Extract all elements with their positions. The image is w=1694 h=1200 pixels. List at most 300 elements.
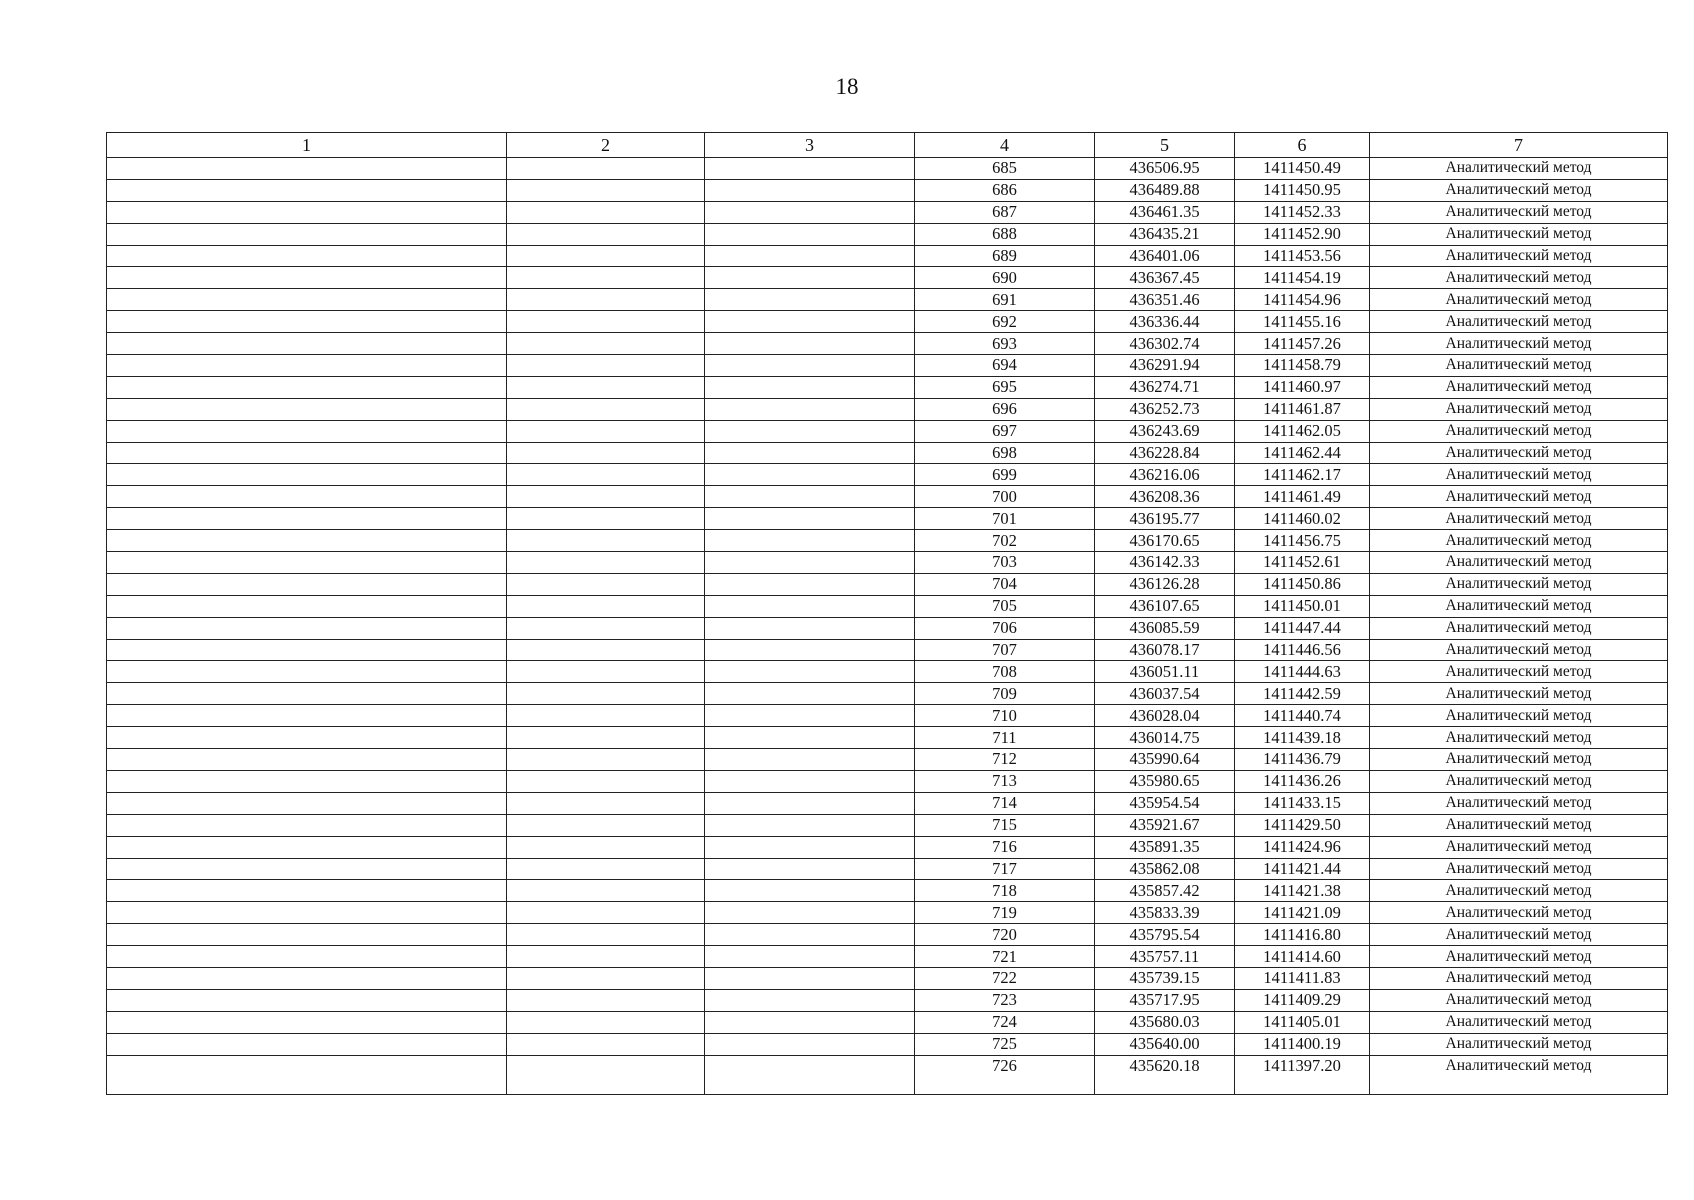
cell-method: Аналитический метод: [1370, 245, 1668, 267]
cell-method: Аналитический метод: [1370, 311, 1668, 333]
cell-method: Аналитический метод: [1370, 573, 1668, 595]
table-row: [107, 639, 1668, 661]
table-row: [107, 946, 1668, 968]
cell-coord-y: 1411400.19: [1235, 1033, 1370, 1055]
table-row: [107, 705, 1668, 727]
cell-method: Аналитический метод: [1370, 595, 1668, 617]
table-row: [107, 902, 1668, 924]
cell-col-1: [107, 902, 507, 924]
cell-coord-y: 1411450.01: [1235, 595, 1370, 617]
cell-col-3: [705, 201, 915, 223]
table-row: [107, 792, 1668, 814]
header-row: [107, 133, 1668, 158]
cell-point-number: 713: [915, 770, 1095, 792]
cell-coord-y: 1411440.74: [1235, 705, 1370, 727]
column-header-6: 6: [1235, 133, 1370, 158]
cell-col-1: [107, 946, 507, 968]
cell-point-number: 694: [915, 355, 1095, 377]
cell-col-2: [507, 442, 705, 464]
table-row: [107, 201, 1668, 223]
cell-coord-y: 1411421.38: [1235, 880, 1370, 902]
cell-point-number: 726: [915, 1055, 1095, 1094]
cell-col-3: [705, 179, 915, 201]
cell-col-2: [507, 267, 705, 289]
cell-col-2: [507, 201, 705, 223]
cell-coord-x: 436435.21: [1095, 223, 1235, 245]
cell-coord-y: 1411433.15: [1235, 792, 1370, 814]
cell-col-2: [507, 245, 705, 267]
cell-col-1: [107, 442, 507, 464]
cell-coord-x: 435980.65: [1095, 770, 1235, 792]
cell-method: Аналитический метод: [1370, 814, 1668, 836]
table-row: [107, 552, 1668, 574]
cell-coord-y: 1411450.86: [1235, 573, 1370, 595]
cell-method: Аналитический метод: [1370, 158, 1668, 180]
cell-col-3: [705, 858, 915, 880]
cell-col-1: [107, 814, 507, 836]
cell-method: Аналитический метод: [1370, 946, 1668, 968]
table-row: [107, 1033, 1668, 1055]
cell-col-1: [107, 1033, 507, 1055]
cell-point-number: 709: [915, 683, 1095, 705]
cell-coord-y: 1411462.17: [1235, 464, 1370, 486]
table-row: [107, 661, 1668, 683]
cell-col-2: [507, 1011, 705, 1033]
column-header-5: 5: [1095, 133, 1235, 158]
column-header-7: 7: [1370, 133, 1668, 158]
cell-col-1: [107, 573, 507, 595]
cell-method: Аналитический метод: [1370, 223, 1668, 245]
cell-method: Аналитический метод: [1370, 486, 1668, 508]
cell-col-3: [705, 223, 915, 245]
cell-coord-x: 436489.88: [1095, 179, 1235, 201]
cell-point-number: 716: [915, 836, 1095, 858]
cell-col-2: [507, 792, 705, 814]
cell-point-number: 705: [915, 595, 1095, 617]
cell-coord-x: 436085.59: [1095, 617, 1235, 639]
cell-col-2: [507, 880, 705, 902]
cell-method: Аналитический метод: [1370, 705, 1668, 727]
cell-method: Аналитический метод: [1370, 902, 1668, 924]
cell-col-3: [705, 924, 915, 946]
cell-col-3: [705, 158, 915, 180]
cell-col-2: [507, 946, 705, 968]
cell-col-1: [107, 1011, 507, 1033]
cell-col-2: [507, 464, 705, 486]
cell-point-number: 695: [915, 376, 1095, 398]
cell-coord-x: 436014.75: [1095, 727, 1235, 749]
cell-coord-x: 436506.95: [1095, 158, 1235, 180]
cell-point-number: 704: [915, 573, 1095, 595]
cell-coord-y: 1411411.83: [1235, 967, 1370, 989]
table-row: [107, 858, 1668, 880]
table-row: [107, 989, 1668, 1011]
cell-point-number: 691: [915, 289, 1095, 311]
cell-col-1: [107, 1055, 507, 1094]
cell-method: Аналитический метод: [1370, 683, 1668, 705]
cell-method: Аналитический метод: [1370, 924, 1668, 946]
table-row: [107, 1055, 1668, 1094]
cell-col-1: [107, 530, 507, 552]
cell-coord-y: 1411436.26: [1235, 770, 1370, 792]
cell-coord-x: 435640.00: [1095, 1033, 1235, 1055]
cell-col-2: [507, 1033, 705, 1055]
cell-col-2: [507, 508, 705, 530]
cell-coord-x: 436302.74: [1095, 333, 1235, 355]
cell-method: Аналитический метод: [1370, 792, 1668, 814]
cell-col-3: [705, 398, 915, 420]
cell-col-1: [107, 836, 507, 858]
table-row: [107, 486, 1668, 508]
cell-point-number: 723: [915, 989, 1095, 1011]
cell-col-3: [705, 486, 915, 508]
cell-coord-y: 1411447.44: [1235, 617, 1370, 639]
cell-coord-y: 1411414.60: [1235, 946, 1370, 968]
cell-method: Аналитический метод: [1370, 1055, 1668, 1094]
cell-col-3: [705, 355, 915, 377]
table-row: [107, 814, 1668, 836]
cell-coord-x: 436351.46: [1095, 289, 1235, 311]
cell-coord-x: 436078.17: [1095, 639, 1235, 661]
cell-coord-y: 1411450.49: [1235, 158, 1370, 180]
column-header-3: 3: [705, 133, 915, 158]
cell-coord-x: 436252.73: [1095, 398, 1235, 420]
cell-coord-x: 435833.39: [1095, 902, 1235, 924]
cell-point-number: 724: [915, 1011, 1095, 1033]
cell-col-1: [107, 398, 507, 420]
cell-point-number: 708: [915, 661, 1095, 683]
cell-coord-y: 1411450.95: [1235, 179, 1370, 201]
cell-col-2: [507, 989, 705, 1011]
cell-col-3: [705, 333, 915, 355]
table-row: [107, 398, 1668, 420]
cell-coord-y: 1411452.33: [1235, 201, 1370, 223]
cell-coord-x: 435680.03: [1095, 1011, 1235, 1033]
table-row: [107, 355, 1668, 377]
cell-coord-y: 1411442.59: [1235, 683, 1370, 705]
cell-point-number: 721: [915, 946, 1095, 968]
cell-coord-x: 436195.77: [1095, 508, 1235, 530]
cell-col-3: [705, 617, 915, 639]
cell-point-number: 711: [915, 727, 1095, 749]
cell-point-number: 688: [915, 223, 1095, 245]
cell-method: Аналитический метод: [1370, 749, 1668, 771]
table-row: [107, 245, 1668, 267]
cell-coord-x: 436216.06: [1095, 464, 1235, 486]
cell-col-2: [507, 1055, 705, 1094]
cell-point-number: 707: [915, 639, 1095, 661]
cell-col-2: [507, 814, 705, 836]
cell-method: Аналитический метод: [1370, 333, 1668, 355]
cell-method: Аналитический метод: [1370, 617, 1668, 639]
cell-method: Аналитический метод: [1370, 267, 1668, 289]
table-row: [107, 508, 1668, 530]
cell-coord-y: 1411461.87: [1235, 398, 1370, 420]
cell-point-number: 697: [915, 420, 1095, 442]
cell-point-number: 722: [915, 967, 1095, 989]
table-row: [107, 179, 1668, 201]
cell-method: Аналитический метод: [1370, 727, 1668, 749]
cell-col-3: [705, 267, 915, 289]
cell-col-1: [107, 267, 507, 289]
cell-col-1: [107, 158, 507, 180]
cell-coord-x: 435990.64: [1095, 749, 1235, 771]
cell-coord-y: 1411453.56: [1235, 245, 1370, 267]
cell-coord-y: 1411457.26: [1235, 333, 1370, 355]
table-row: [107, 967, 1668, 989]
cell-col-1: [107, 376, 507, 398]
cell-point-number: 717: [915, 858, 1095, 880]
cell-col-2: [507, 617, 705, 639]
cell-coord-x: 436208.36: [1095, 486, 1235, 508]
cell-coord-y: 1411409.29: [1235, 989, 1370, 1011]
cell-col-1: [107, 639, 507, 661]
cell-col-1: [107, 333, 507, 355]
cell-col-3: [705, 1033, 915, 1055]
cell-coord-y: 1411456.75: [1235, 530, 1370, 552]
cell-point-number: 715: [915, 814, 1095, 836]
table-row: [107, 289, 1668, 311]
table-row: [107, 464, 1668, 486]
cell-point-number: 710: [915, 705, 1095, 727]
cell-col-3: [705, 376, 915, 398]
cell-point-number: 687: [915, 201, 1095, 223]
cell-col-1: [107, 508, 507, 530]
cell-point-number: 720: [915, 924, 1095, 946]
table-row: [107, 333, 1668, 355]
table-row: [107, 617, 1668, 639]
cell-method: Аналитический метод: [1370, 1011, 1668, 1033]
cell-coord-y: 1411421.44: [1235, 858, 1370, 880]
cell-col-2: [507, 683, 705, 705]
table-body: [107, 158, 1668, 1095]
cell-coord-x: 435717.95: [1095, 989, 1235, 1011]
cell-coord-y: 1411454.19: [1235, 267, 1370, 289]
cell-method: Аналитический метод: [1370, 398, 1668, 420]
cell-col-2: [507, 311, 705, 333]
cell-col-2: [507, 573, 705, 595]
cell-col-2: [507, 486, 705, 508]
cell-coord-x: 436170.65: [1095, 530, 1235, 552]
table-row: [107, 749, 1668, 771]
table-row: [107, 1011, 1668, 1033]
cell-col-2: [507, 158, 705, 180]
cell-col-1: [107, 201, 507, 223]
table-row: [107, 727, 1668, 749]
cell-col-2: [507, 770, 705, 792]
page-number: 18: [835, 74, 859, 99]
cell-point-number: 702: [915, 530, 1095, 552]
cell-method: Аналитический метод: [1370, 989, 1668, 1011]
cell-col-2: [507, 530, 705, 552]
cell-method: Аналитический метод: [1370, 858, 1668, 880]
cell-col-1: [107, 880, 507, 902]
table-row: [107, 770, 1668, 792]
cell-point-number: 692: [915, 311, 1095, 333]
cell-point-number: 690: [915, 267, 1095, 289]
cell-point-number: 700: [915, 486, 1095, 508]
cell-col-1: [107, 924, 507, 946]
cell-col-1: [107, 705, 507, 727]
cell-col-1: [107, 749, 507, 771]
cell-col-3: [705, 967, 915, 989]
cell-col-3: [705, 946, 915, 968]
cell-coord-x: 436401.06: [1095, 245, 1235, 267]
cell-point-number: 698: [915, 442, 1095, 464]
cell-coord-x: 435862.08: [1095, 858, 1235, 880]
cell-col-2: [507, 902, 705, 924]
cell-col-1: [107, 223, 507, 245]
cell-point-number: 693: [915, 333, 1095, 355]
cell-coord-y: 1411416.80: [1235, 924, 1370, 946]
cell-method: Аналитический метод: [1370, 179, 1668, 201]
cell-coord-x: 435921.67: [1095, 814, 1235, 836]
cell-col-3: [705, 727, 915, 749]
cell-coord-x: 436243.69: [1095, 420, 1235, 442]
cell-col-1: [107, 311, 507, 333]
cell-coord-y: 1411455.16: [1235, 311, 1370, 333]
cell-col-2: [507, 398, 705, 420]
cell-method: Аналитический метод: [1370, 289, 1668, 311]
cell-col-2: [507, 289, 705, 311]
cell-col-1: [107, 289, 507, 311]
cell-method: Аналитический метод: [1370, 552, 1668, 574]
table-row: [107, 573, 1668, 595]
cell-col-2: [507, 836, 705, 858]
cell-coord-y: 1411446.56: [1235, 639, 1370, 661]
cell-coord-y: 1411462.44: [1235, 442, 1370, 464]
cell-col-1: [107, 355, 507, 377]
cell-method: Аналитический метод: [1370, 770, 1668, 792]
cell-col-1: [107, 179, 507, 201]
cell-col-1: [107, 617, 507, 639]
cell-col-2: [507, 595, 705, 617]
table-row: [107, 223, 1668, 245]
cell-col-3: [705, 311, 915, 333]
cell-col-3: [705, 749, 915, 771]
cell-col-1: [107, 595, 507, 617]
cell-coord-x: 436228.84: [1095, 442, 1235, 464]
cell-coord-x: 435795.54: [1095, 924, 1235, 946]
table-row: [107, 442, 1668, 464]
cell-coord-x: 435857.42: [1095, 880, 1235, 902]
cell-coord-y: 1411421.09: [1235, 902, 1370, 924]
cell-col-3: [705, 530, 915, 552]
cell-point-number: 701: [915, 508, 1095, 530]
cell-col-1: [107, 683, 507, 705]
coordinates-table: [106, 132, 1668, 1095]
cell-coord-y: 1411436.79: [1235, 749, 1370, 771]
cell-coord-y: 1411461.49: [1235, 486, 1370, 508]
cell-coord-y: 1411444.63: [1235, 661, 1370, 683]
cell-point-number: 699: [915, 464, 1095, 486]
cell-col-1: [107, 661, 507, 683]
table-row: [107, 683, 1668, 705]
cell-method: Аналитический метод: [1370, 376, 1668, 398]
cell-col-1: [107, 792, 507, 814]
cell-point-number: 685: [915, 158, 1095, 180]
cell-col-3: [705, 705, 915, 727]
cell-col-3: [705, 770, 915, 792]
cell-coord-x: 436461.35: [1095, 201, 1235, 223]
cell-point-number: 725: [915, 1033, 1095, 1055]
cell-coord-y: 1411429.50: [1235, 814, 1370, 836]
table-row: [107, 420, 1668, 442]
cell-col-2: [507, 705, 705, 727]
cell-method: Аналитический метод: [1370, 1033, 1668, 1055]
cell-method: Аналитический метод: [1370, 201, 1668, 223]
cell-col-1: [107, 989, 507, 1011]
cell-col-2: [507, 749, 705, 771]
table-row: [107, 924, 1668, 946]
cell-coord-y: 1411454.96: [1235, 289, 1370, 311]
cell-coord-y: 1411462.05: [1235, 420, 1370, 442]
cell-method: Аналитический метод: [1370, 508, 1668, 530]
cell-coord-y: 1411424.96: [1235, 836, 1370, 858]
cell-coord-x: 435620.18: [1095, 1055, 1235, 1094]
cell-method: Аналитический метод: [1370, 661, 1668, 683]
cell-col-2: [507, 727, 705, 749]
cell-coord-x: 436037.54: [1095, 683, 1235, 705]
cell-col-3: [705, 595, 915, 617]
cell-col-2: [507, 376, 705, 398]
cell-coord-x: 436126.28: [1095, 573, 1235, 595]
cell-col-3: [705, 792, 915, 814]
cell-method: Аналитический метод: [1370, 836, 1668, 858]
cell-coord-x: 435891.35: [1095, 836, 1235, 858]
cell-col-3: [705, 880, 915, 902]
table-row: [107, 595, 1668, 617]
cell-method: Аналитический метод: [1370, 355, 1668, 377]
cell-col-2: [507, 639, 705, 661]
cell-col-2: [507, 967, 705, 989]
table-row: [107, 836, 1668, 858]
cell-col-3: [705, 464, 915, 486]
cell-coord-y: 1411460.02: [1235, 508, 1370, 530]
cell-coord-y: 1411452.90: [1235, 223, 1370, 245]
cell-col-2: [507, 661, 705, 683]
cell-coord-x: 436367.45: [1095, 267, 1235, 289]
cell-coord-y: 1411452.61: [1235, 552, 1370, 574]
cell-coord-y: 1411405.01: [1235, 1011, 1370, 1033]
cell-coord-y: 1411460.97: [1235, 376, 1370, 398]
cell-col-3: [705, 661, 915, 683]
cell-col-2: [507, 924, 705, 946]
column-header-2: 2: [507, 133, 705, 158]
cell-point-number: 696: [915, 398, 1095, 420]
cell-point-number: 719: [915, 902, 1095, 924]
cell-col-1: [107, 486, 507, 508]
cell-coord-x: 436336.44: [1095, 311, 1235, 333]
cell-coord-x: 436028.04: [1095, 705, 1235, 727]
column-header-4: 4: [915, 133, 1095, 158]
cell-col-3: [705, 1055, 915, 1094]
cell-method: Аналитический метод: [1370, 530, 1668, 552]
cell-coord-y: 1411439.18: [1235, 727, 1370, 749]
cell-coord-y: 1411458.79: [1235, 355, 1370, 377]
cell-point-number: 712: [915, 749, 1095, 771]
cell-col-1: [107, 464, 507, 486]
cell-col-2: [507, 552, 705, 574]
cell-method: Аналитический метод: [1370, 442, 1668, 464]
cell-coord-x: 436051.11: [1095, 661, 1235, 683]
cell-point-number: 714: [915, 792, 1095, 814]
cell-col-3: [705, 1011, 915, 1033]
cell-col-3: [705, 639, 915, 661]
cell-col-3: [705, 289, 915, 311]
cell-col-1: [107, 967, 507, 989]
cell-point-number: 706: [915, 617, 1095, 639]
